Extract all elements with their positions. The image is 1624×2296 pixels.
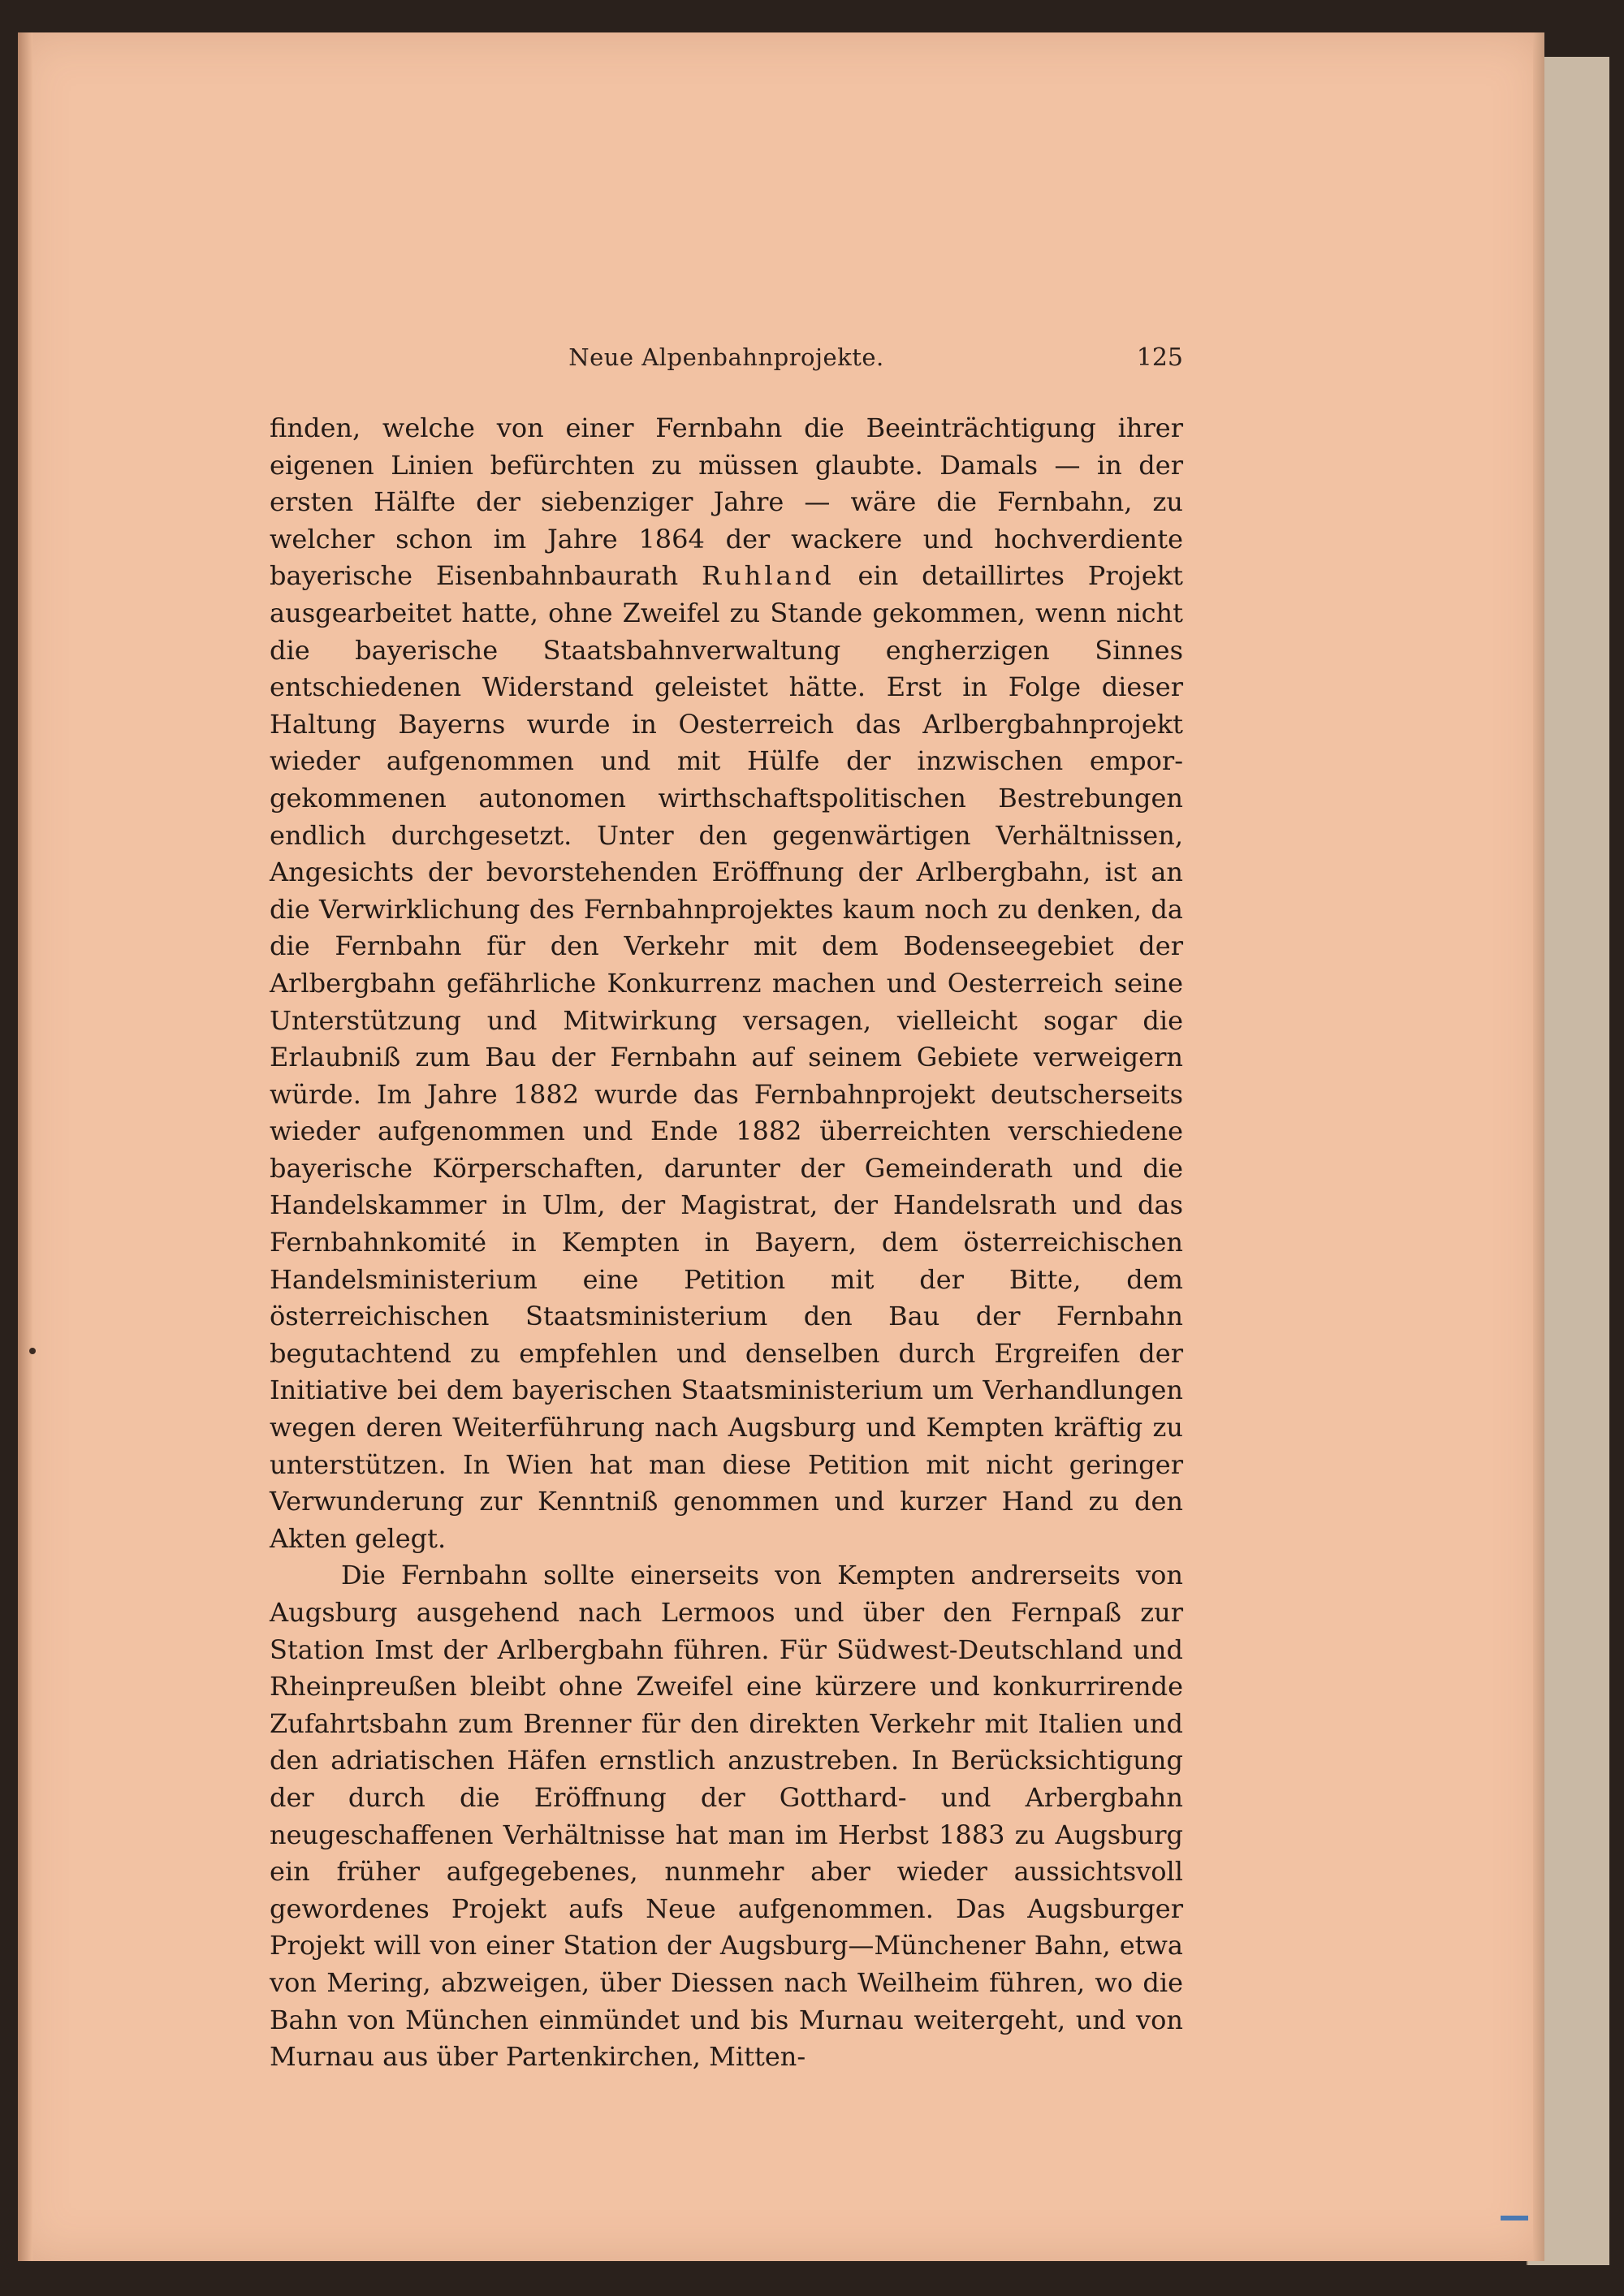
page-number: 125 <box>1136 343 1183 372</box>
running-title: Neue Alpenbahnprojekte. <box>568 343 884 371</box>
page-gutter <box>18 32 32 2261</box>
paragraph-1-part-a: finden, welche von einer Fernbahn die Beeinträchtigung ihrer eigenen Linien befürchten zu müssen glaubte. Damals — in der ersten Hälfte der siebenziger Jahre — wäre die Fernbahn, zu welcher schon im Jahre 1864 der wackere und hochverdiente bayerische Eisenbahnbaurath <box>270 412 1183 592</box>
spaced-name-ruhland: Ruhland <box>702 560 835 592</box>
book-page <box>18 32 1544 2261</box>
running-head <box>270 343 1183 376</box>
blue-tab-mark <box>1501 2216 1528 2220</box>
ink-spot <box>29 1348 36 1354</box>
paragraph-1 <box>270 410 1183 1557</box>
paragraph-1-part-b: ein detaillirtes Projekt ausgearbeitet hatte, ohne Zweifel zu Stande gekommen, wenn nicht die bayerische Staatsbahnverwaltung engherzigen Sinnes entschiedenen Widerstand geleistet hätte. Erst in Folge dieser Haltung Bayerns wurde in Oesterreich das Arlbergbahnprojekt wieder aufgenommen und mit Hülfe der inzwischen emporgekommenen autonomen wirthschaftspolitischen Bestrebungen endlich durchgesetzt. Unter den gegenwärtigen Verhältnissen, Angesichts der bevorstehenden Eröffnung der Arlbergbahn, ist an die Verwirklichung des Fernbahnprojektes kaum noch zu denken, da die Fernbahn für den Verkehr mit dem Bodenseegebiet der Arlbergbahn gefährliche Konkurrenz machen und Oesterreich seine Unterstützung und Mitwirkung versagen, vielleicht sogar die Erlaubniß zum Bau der Fernbahn auf seinem Gebiete verweigern würde. Im Jahre 1882 wurde das Fernbahnprojekt deutscherseits wieder aufgenommen und Ende 1882 überreichten verschiedene bayerische Körperschaften, darunter der Gemeinderath und die Handelskammer in Ulm, der Magistrat, der Handelsrath und das Fernbahnkomité in Kempten in Bayern, dem österreichischen Handelsministerium eine Petition mit der Bitte, dem österreichischen Staatsministerium den Bau der Fernbahn begutachtend zu empfehlen und denselben durch Ergreifen der Initiative bei dem bayerischen Staatsministerium um Verhandlungen wegen deren Weiterführung nach Augsburg und Kempten kräftig zu unterstützen. In Wien hat man diese Petition mit nicht geringer Verwunderung zur Kenntniß genommen und kurzer Hand zu den Akten gelegt. <box>270 560 1184 1554</box>
body-text <box>270 410 1183 2076</box>
paragraph-2: Die Fernbahn sollte einerseits von Kempten andrerseits von Augsburg ausgehend nach Lermoos und über den Fernpaß zur Station Imst der Arlbergbahn führen. Für Südwest-Deutschland und Rheinpreußen bleibt ohne Zweifel eine kürzere und konkurrirende Zufahrtsbahn zum Brenner für den direkten Verkehr mit Italien und den adriatischen Häfen ernstlich anzustreben. In Berücksichtigung der durch die Eröffnung der Gotthard- und Arbergbahn neugeschaffenen Verhältnisse hat man im Herbst 1883 zu Augsburg ein früher aufgegebenes, nunmehr aber wieder aussichtsvoll gewordenes Projekt aufs Neue aufgenommen. Das Augsburger Projekt will von einer Station der Augsburg—Münchener Bahn, etwa von Mering, abzweigen, über Diessen nach Weilheim führen, wo die Bahn von München einmündet und bis Murnau weitergeht, und von Murnau aus über Partenkirchen, Mitten- <box>270 1560 1183 2073</box>
page-right-edge <box>1533 32 1544 2261</box>
